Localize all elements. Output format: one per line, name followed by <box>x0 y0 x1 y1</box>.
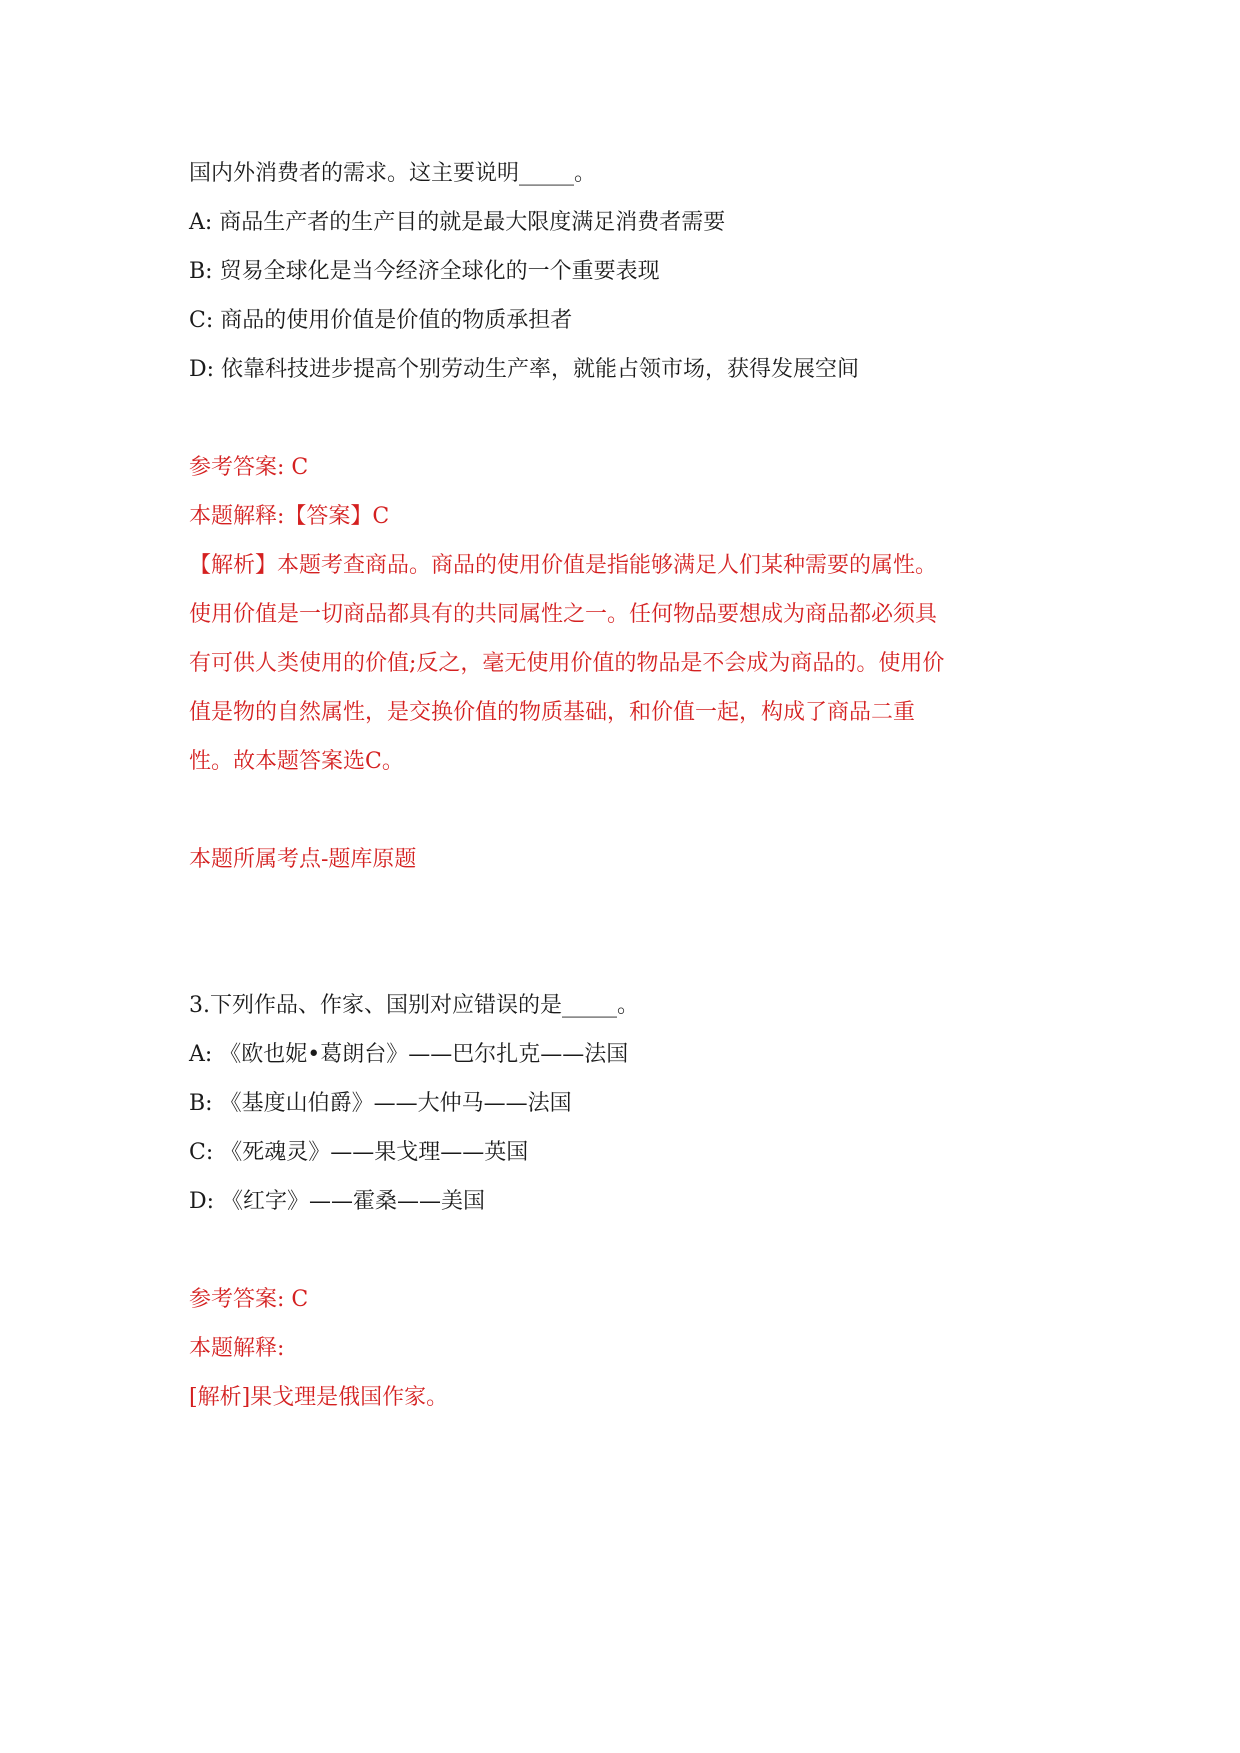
question-2-explanation-line: 【解析】本题考查商品。商品的使用价值是指能够满足人们某种需要的属性。 <box>189 553 938 578</box>
question-2-option-d: D: 依靠科技进步提高个别劳动生产率，就能占领市场，获得发展空间 <box>189 357 860 382</box>
question-2-option-a: A: 商品生产者的生产目的就是最大限度满足消费者需要 <box>189 210 726 235</box>
question-2-answer: 参考答案: C <box>189 455 309 480</box>
question-3-option-b: B: 《基度山伯爵》——大仲马——法国 <box>189 1091 572 1116</box>
question-2-option-b: B: 贸易全球化是当今经济全球化的一个重要表现 <box>189 259 660 284</box>
question-3-option-a: A: 《欧也妮•葛朗台》——巴尔扎克——法国 <box>189 1042 629 1067</box>
question-3-option-d: D: 《红字》——霍桑——美国 <box>189 1189 486 1214</box>
question-3-stem: 3.下列作品、作家、国别对应错误的是_____。 <box>189 993 639 1018</box>
question-3-option-c: C: 《死魂灵》——果戈理——英国 <box>189 1140 529 1165</box>
question-2-explanation-line: 使用价值是一切商品都具有的共同属性之一。任何物品要想成为商品都必须具 <box>189 602 938 627</box>
question-2-stem: 国内外消费者的需求。这主要说明_____。 <box>189 161 597 186</box>
question-2-source: 本题所属考点-题库原题 <box>189 847 417 872</box>
question-2-explanation-line: 性。故本题答案选C。 <box>189 749 404 774</box>
question-3-explanation-line: [解析]果戈理是俄国作家。 <box>189 1385 449 1410</box>
question-2-explanation-head: 本题解释:【答案】C <box>189 504 390 529</box>
question-2-explanation-line: 有可供人类使用的价值;反之，毫无使用价值的物品是不会成为商品的。使用价 <box>189 651 945 676</box>
question-3-explanation-head: 本题解释: <box>189 1336 285 1361</box>
question-2-explanation-line: 值是物的自然属性，是交换价值的物质基础，和价值一起，构成了商品二重 <box>189 700 916 725</box>
question-3-answer: 参考答案: C <box>189 1287 309 1312</box>
question-2-option-c: C: 商品的使用价值是价值的物质承担者 <box>189 308 573 333</box>
